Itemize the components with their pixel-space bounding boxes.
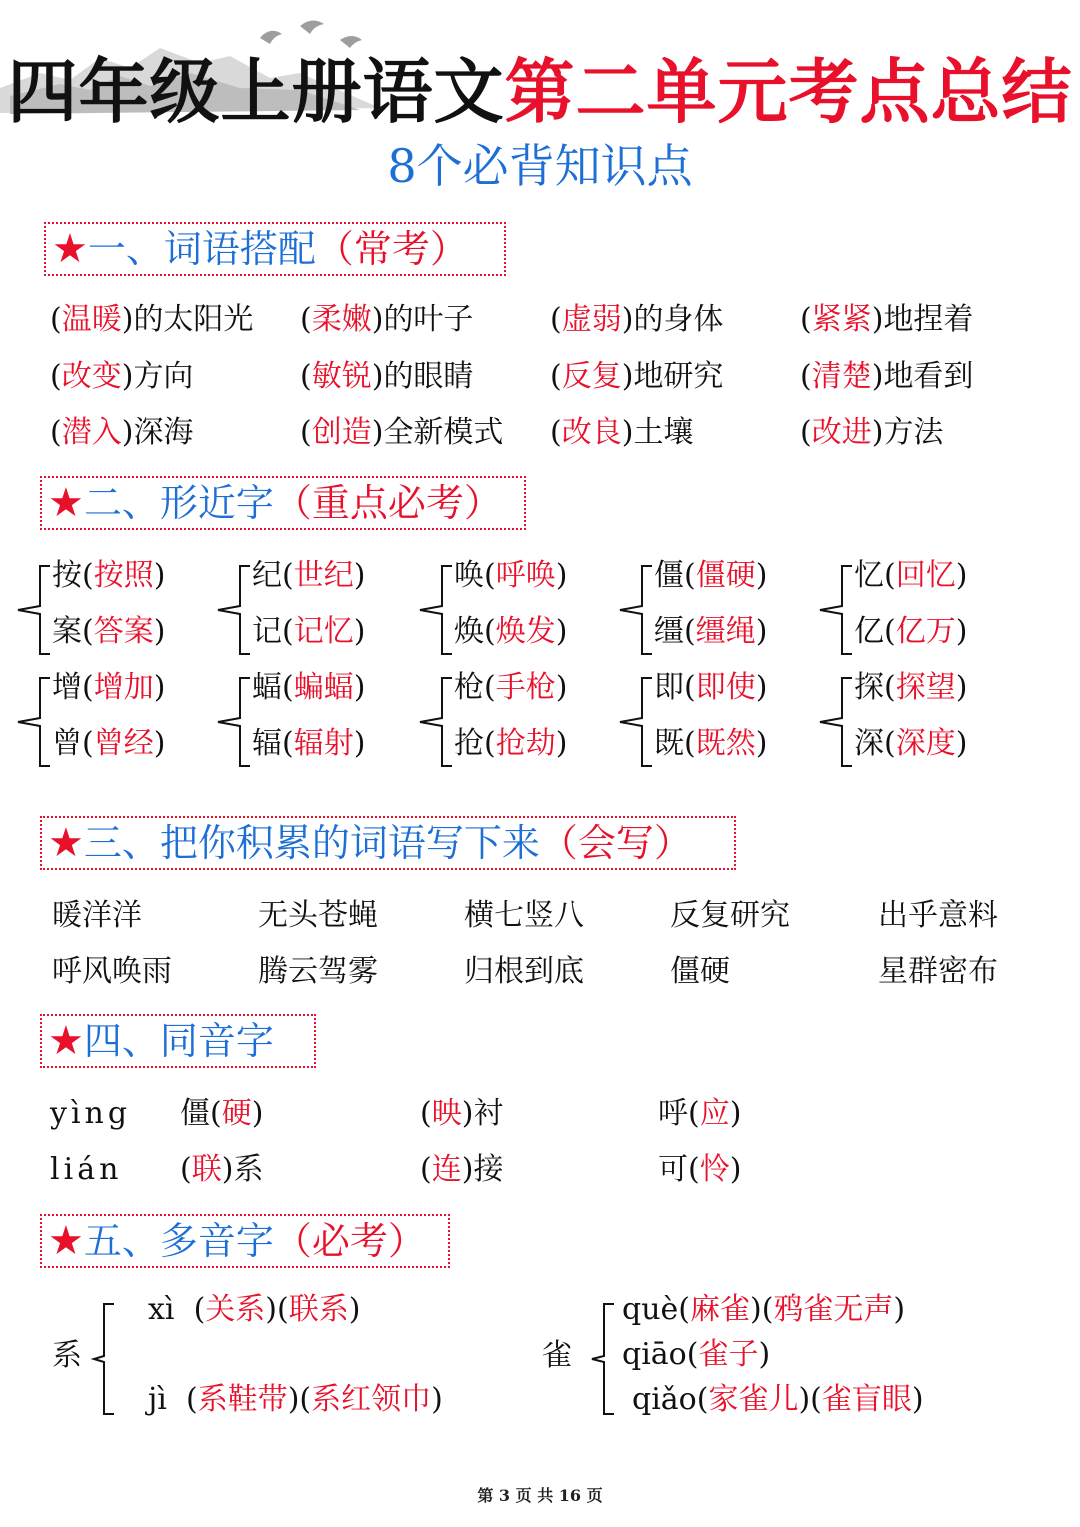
pinyin: qiāo xyxy=(622,1337,687,1372)
brace-icon xyxy=(216,674,256,774)
collocation-word: 改良 xyxy=(561,415,622,450)
word-item: 僵硬 xyxy=(670,954,730,989)
homophone-item: 僵(硬) xyxy=(180,1096,264,1131)
brace-icon xyxy=(16,674,56,774)
section-2-header xyxy=(40,476,526,530)
example-word: 麻雀 xyxy=(690,1292,750,1327)
collocation-phrase: 方法 xyxy=(883,415,944,450)
similar-char-line: 深(深度) xyxy=(854,726,968,761)
example-word: 雀子 xyxy=(698,1337,759,1372)
collocation-item: (潜入)深海 xyxy=(50,415,194,450)
star-icon: ★ xyxy=(48,820,84,866)
example-word: 联系 xyxy=(288,1292,349,1327)
similar-char-line: 亿(亿万) xyxy=(854,614,968,649)
similar-char: 记 xyxy=(252,614,282,649)
collocation-word: 创造 xyxy=(311,415,372,450)
collocation-phrase: 的身体 xyxy=(633,302,724,337)
similar-char: 增 xyxy=(52,670,82,705)
word-item: 暖洋洋 xyxy=(52,898,142,933)
collocation-phrase: 地看到 xyxy=(883,359,974,394)
collocation-item: (清楚)地看到 xyxy=(800,359,974,394)
pinyin: xì xyxy=(148,1292,175,1327)
similar-word: 缰绳 xyxy=(695,614,756,649)
homophone-char: 联 xyxy=(191,1152,222,1187)
page-subtitle: 8个必背知识点 xyxy=(387,139,693,193)
word-item: 无头苍蝇 xyxy=(258,898,378,933)
section-3-note: （会写） xyxy=(539,821,692,865)
similar-word: 抢劫 xyxy=(495,726,556,761)
collocation-phrase: 地研究 xyxy=(633,359,724,394)
section-5-label: 五、多音字 xyxy=(83,1219,274,1263)
similar-char: 案 xyxy=(52,614,82,649)
homophone-suffix: 系 xyxy=(233,1152,264,1187)
word-item: 反复研究 xyxy=(670,898,790,933)
similar-word: 世纪 xyxy=(293,558,354,593)
collocation-phrase: 地捏着 xyxy=(883,302,974,337)
example-word: 鸦雀无声 xyxy=(773,1292,894,1327)
polyphone-char-que: 雀 xyxy=(542,1338,572,1373)
similar-char: 探 xyxy=(854,670,884,705)
homophone-prefix: 呼 xyxy=(658,1096,688,1131)
collocation-word: 温暖 xyxy=(61,302,122,337)
section-1-label: 一、词语搭配 xyxy=(87,227,316,271)
collocation-word: 柔嫩 xyxy=(311,302,372,337)
collocation-item: (创造)全新模式 xyxy=(300,415,504,450)
similar-char-line: 唤(呼唤) xyxy=(454,558,568,593)
similar-char-line: 增(增加) xyxy=(52,670,166,705)
polyphone-que-reading-2: qiāo(雀子) xyxy=(622,1337,771,1372)
pinyin: qiǎo xyxy=(632,1382,697,1417)
similar-word: 探望 xyxy=(895,670,956,705)
section-5-header xyxy=(40,1214,450,1268)
section-1-note: （常考） xyxy=(315,227,468,271)
similar-char-line: 即(即使) xyxy=(654,670,768,705)
pinyin: què xyxy=(622,1292,679,1327)
similar-word: 记忆 xyxy=(293,614,354,649)
collocation-phrase: 土壤 xyxy=(633,415,694,450)
homophone-char: 怜 xyxy=(699,1152,730,1187)
homophone-item: (映)衬 xyxy=(420,1096,504,1131)
similar-char: 缰 xyxy=(654,614,684,649)
similar-word: 回忆 xyxy=(895,558,956,593)
collocation-item: (改变)方向 xyxy=(50,359,194,394)
title-part1: 四年级上册语文 xyxy=(7,51,505,133)
homophone-suffix: 接 xyxy=(473,1152,504,1187)
similar-word: 答案 xyxy=(93,614,154,649)
page-footer: 第 3 页 共 16 页 xyxy=(477,1486,603,1505)
collocation-item: (虚弱)的身体 xyxy=(550,302,724,337)
collocation-phrase: 全新模式 xyxy=(383,415,504,450)
similar-char-line: 曾(曾经) xyxy=(52,726,166,761)
similar-word: 增加 xyxy=(93,670,154,705)
word-item: 横七竖八 xyxy=(464,898,584,933)
homophone-item: 呼(应) xyxy=(658,1096,742,1131)
example-word: 系红领巾 xyxy=(311,1382,432,1417)
similar-char: 既 xyxy=(654,726,684,761)
similar-word: 既然 xyxy=(695,726,756,761)
similar-char: 纪 xyxy=(252,558,282,593)
similar-word: 按照 xyxy=(93,558,154,593)
brace-icon xyxy=(818,562,858,662)
similar-char-line: 按(按照) xyxy=(52,558,166,593)
brace-icon xyxy=(618,674,658,774)
collocation-item: (温暖)的太阳光 xyxy=(50,302,254,337)
word-item: 归根到底 xyxy=(464,954,584,989)
section-4-label: 四、同音字 xyxy=(83,1019,274,1063)
similar-char: 蝠 xyxy=(252,670,282,705)
collocation-item: (改进)方法 xyxy=(800,415,944,450)
similar-char: 忆 xyxy=(854,558,884,593)
similar-char-line: 记(记忆) xyxy=(252,614,366,649)
section-2-label: 二、形近字 xyxy=(83,481,274,525)
polyphone-que-reading-1: què(麻雀)(鸦雀无声) xyxy=(622,1292,906,1327)
star-icon: ★ xyxy=(48,480,84,526)
similar-char: 焕 xyxy=(454,614,484,649)
similar-char: 抢 xyxy=(454,726,484,761)
similar-word: 曾经 xyxy=(93,726,154,761)
polyphone-char-xi: 系 xyxy=(52,1338,82,1373)
collocation-word: 虚弱 xyxy=(561,302,622,337)
similar-word: 辐射 xyxy=(293,726,354,761)
similar-char-line: 僵(僵硬) xyxy=(654,558,768,593)
collocation-item: (反复)地研究 xyxy=(550,359,724,394)
pinyin: yìng xyxy=(50,1096,132,1131)
similar-word: 即使 xyxy=(695,670,756,705)
collocation-item: (改良)土壤 xyxy=(550,415,694,450)
similar-char: 唤 xyxy=(454,558,484,593)
brace-icon xyxy=(84,1300,124,1418)
polyphone-que-reading-3: qiǎo(家雀儿)(雀盲眼) xyxy=(632,1382,924,1417)
section-5-note: （必考） xyxy=(273,1219,426,1263)
homophone-char: 映 xyxy=(431,1096,462,1131)
similar-word: 手枪 xyxy=(495,670,556,705)
star-icon: ★ xyxy=(48,1218,84,1264)
collocation-word: 清楚 xyxy=(811,359,872,394)
similar-word: 亿万 xyxy=(895,614,956,649)
collocation-phrase: 的叶子 xyxy=(383,302,474,337)
brace-icon xyxy=(818,674,858,774)
similar-char: 即 xyxy=(654,670,684,705)
collocation-word: 敏锐 xyxy=(311,359,372,394)
collocation-word: 改变 xyxy=(61,359,122,394)
similar-char: 僵 xyxy=(654,558,684,593)
similar-char-line: 纪(世纪) xyxy=(252,558,366,593)
similar-char-line: 抢(抢劫) xyxy=(454,726,568,761)
homophone-prefix: 僵 xyxy=(180,1096,210,1131)
collocation-phrase: 的眼睛 xyxy=(383,359,474,394)
collocation-word: 反复 xyxy=(561,359,622,394)
brace-icon xyxy=(216,562,256,662)
homophone-suffix: 衬 xyxy=(473,1096,504,1131)
brace-icon xyxy=(418,562,458,662)
section-3-header xyxy=(40,816,736,870)
collocation-phrase: 方向 xyxy=(133,359,194,394)
star-icon: ★ xyxy=(48,1018,84,1064)
similar-word: 焕发 xyxy=(495,614,556,649)
example-word: 关系 xyxy=(205,1292,266,1327)
similar-char: 深 xyxy=(854,726,884,761)
pinyin: jì xyxy=(148,1382,167,1417)
collocation-phrase: 深海 xyxy=(133,415,194,450)
similar-word: 僵硬 xyxy=(695,558,756,593)
similar-char: 亿 xyxy=(854,614,884,649)
similar-char-line: 蝠(蝙蝠) xyxy=(252,670,366,705)
similar-char: 辐 xyxy=(252,726,282,761)
brace-icon xyxy=(618,562,658,662)
similar-char-line: 缰(缰绳) xyxy=(654,614,768,649)
brace-icon xyxy=(16,562,56,662)
page-title xyxy=(0,52,1080,132)
example-word: 系鞋带 xyxy=(197,1382,288,1417)
example-word: 雀盲眼 xyxy=(821,1382,912,1417)
similar-char-line: 案(答案) xyxy=(52,614,166,649)
homophone-char: 硬 xyxy=(221,1096,252,1131)
section-3-label: 三、把你积累的词语写下来 xyxy=(83,821,540,865)
homophone-item: (联)系 xyxy=(180,1152,264,1187)
similar-char: 枪 xyxy=(454,670,484,705)
homophone-char: 应 xyxy=(699,1096,730,1131)
word-item: 呼风唤雨 xyxy=(52,954,172,989)
pinyin: lián xyxy=(50,1152,123,1187)
similar-word: 呼唤 xyxy=(495,558,556,593)
title-part2: 第二单元考点总结 xyxy=(504,51,1073,133)
similar-char: 曾 xyxy=(52,726,82,761)
section-2-note: （重点必考） xyxy=(273,481,502,525)
collocation-word: 潜入 xyxy=(61,415,122,450)
homophone-prefix: 可 xyxy=(658,1152,688,1187)
polyphone-xi-reading-1: xì (关系)(联系) xyxy=(148,1292,361,1327)
similar-char-line: 辐(辐射) xyxy=(252,726,366,761)
word-item: 腾云驾雾 xyxy=(258,954,378,989)
similar-char-line: 枪(手枪) xyxy=(454,670,568,705)
word-item: 星群密布 xyxy=(878,954,998,989)
similar-char: 按 xyxy=(52,558,82,593)
similar-char-line: 探(探望) xyxy=(854,670,968,705)
similar-word: 深度 xyxy=(895,726,956,761)
section-1-header xyxy=(44,222,506,276)
similar-char-line: 忆(回忆) xyxy=(854,558,968,593)
brace-icon xyxy=(418,674,458,774)
polyphone-xi-reading-2: jì (系鞋带)(系红领巾) xyxy=(148,1382,443,1417)
similar-char-line: 焕(焕发) xyxy=(454,614,568,649)
word-item: 出乎意料 xyxy=(878,898,998,933)
example-word: 家雀儿 xyxy=(708,1382,799,1417)
section-4-header xyxy=(40,1014,316,1068)
collocation-item: (柔嫩)的叶子 xyxy=(300,302,474,337)
homophone-char: 连 xyxy=(431,1152,462,1187)
collocation-item: (敏锐)的眼睛 xyxy=(300,359,474,394)
star-icon: ★ xyxy=(52,226,88,272)
collocation-phrase: 的太阳光 xyxy=(133,302,254,337)
similar-char-line: 既(既然) xyxy=(654,726,768,761)
similar-word: 蝙蝠 xyxy=(293,670,354,705)
collocation-item: (紧紧)地捏着 xyxy=(800,302,974,337)
collocation-word: 改进 xyxy=(811,415,872,450)
homophone-item: (连)接 xyxy=(420,1152,504,1187)
collocation-word: 紧紧 xyxy=(811,302,872,337)
homophone-item: 可(怜) xyxy=(658,1152,742,1187)
brace-icon xyxy=(584,1300,624,1418)
